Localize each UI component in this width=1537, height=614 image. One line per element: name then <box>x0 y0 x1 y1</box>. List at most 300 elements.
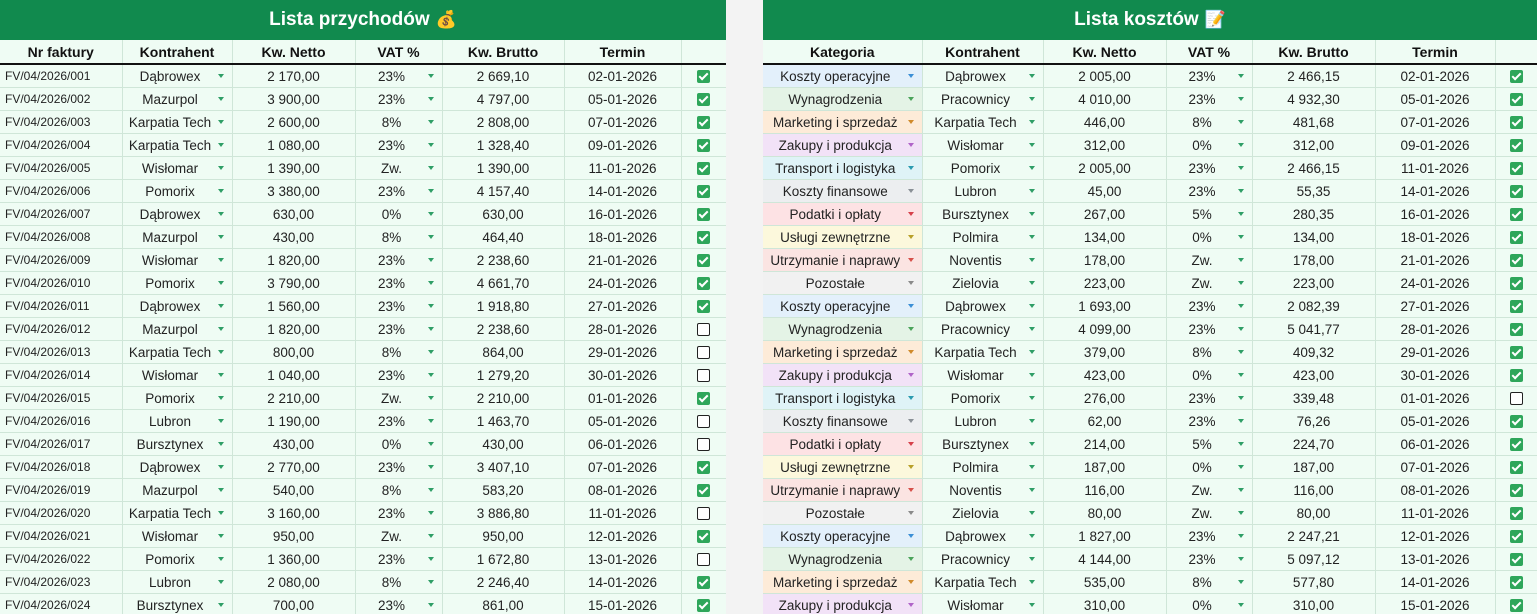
chevron-down-icon[interactable] <box>1029 511 1035 515</box>
due-date-cell[interactable]: 24-01-2026 <box>1375 272 1495 295</box>
paid-cell[interactable] <box>1495 203 1537 226</box>
chevron-down-icon[interactable] <box>218 488 224 492</box>
vat-cell-dropdown[interactable] <box>356 230 442 245</box>
chevron-down-icon[interactable] <box>1238 235 1244 239</box>
chevron-down-icon[interactable] <box>908 120 914 124</box>
contractor-cell-dropdown[interactable] <box>123 368 232 383</box>
vat-cell-dropdown[interactable] <box>1167 299 1252 314</box>
net-amount-cell[interactable]: 1 827,00 <box>1043 525 1166 548</box>
net-amount-cell[interactable]: 430,00 <box>232 226 355 249</box>
chevron-down-icon[interactable] <box>908 419 914 423</box>
header-kategoria[interactable]: Kategoria <box>763 40 922 64</box>
chevron-down-icon[interactable] <box>218 97 224 101</box>
paid-cell[interactable] <box>1495 111 1537 134</box>
chevron-down-icon[interactable] <box>908 212 914 216</box>
due-date-cell[interactable]: 29-01-2026 <box>564 341 681 364</box>
chevron-down-icon[interactable] <box>428 74 434 78</box>
vat-cell-dropdown[interactable] <box>356 506 442 521</box>
chevron-down-icon[interactable] <box>218 74 224 78</box>
net-amount-cell[interactable]: 214,00 <box>1043 433 1166 456</box>
vat-cell[interactable] <box>355 433 442 456</box>
net-amount-cell[interactable]: 1 080,00 <box>232 134 355 157</box>
gross-amount-cell[interactable]: 864,00 <box>442 341 564 364</box>
category-cell-dropdown[interactable] <box>763 552 922 567</box>
vat-cell-dropdown[interactable] <box>1167 506 1252 521</box>
chevron-down-icon[interactable] <box>1029 603 1035 607</box>
chevron-down-icon[interactable] <box>218 442 224 446</box>
category-cell[interactable] <box>763 364 922 387</box>
category-cell[interactable] <box>763 272 922 295</box>
chevron-down-icon[interactable] <box>218 235 224 239</box>
checkbox-checked-icon[interactable] <box>697 139 710 152</box>
contractor-cell-dropdown[interactable] <box>923 161 1043 176</box>
due-date-cell[interactable]: 02-01-2026 <box>564 64 681 88</box>
checkbox-checked-icon[interactable] <box>697 300 710 313</box>
checkbox-checked-icon[interactable] <box>1510 323 1523 336</box>
category-cell-dropdown[interactable] <box>763 92 922 107</box>
due-date-cell[interactable]: 30-01-2026 <box>1375 364 1495 387</box>
due-date-cell[interactable]: 06-01-2026 <box>1375 433 1495 456</box>
chevron-down-icon[interactable] <box>218 396 224 400</box>
net-amount-cell[interactable]: 267,00 <box>1043 203 1166 226</box>
category-cell-dropdown[interactable] <box>763 322 922 337</box>
chevron-down-icon[interactable] <box>1238 258 1244 262</box>
category-cell-dropdown[interactable] <box>763 529 922 544</box>
due-date-cell[interactable]: 21-01-2026 <box>1375 249 1495 272</box>
vat-cell-dropdown[interactable] <box>1167 483 1252 498</box>
contractor-cell[interactable] <box>122 571 232 594</box>
paid-cell[interactable] <box>1495 249 1537 272</box>
contractor-cell-dropdown[interactable] <box>923 414 1043 429</box>
invoice-number-cell[interactable]: FV/04/2026/015 <box>0 387 122 410</box>
paid-cell[interactable] <box>1495 433 1537 456</box>
contractor-cell[interactable] <box>122 318 232 341</box>
due-date-cell[interactable]: 14-01-2026 <box>1375 180 1495 203</box>
chevron-down-icon[interactable] <box>1238 212 1244 216</box>
gross-amount-cell[interactable]: 2 238,60 <box>442 249 564 272</box>
invoice-number-cell[interactable]: FV/04/2026/021 <box>0 525 122 548</box>
vat-cell-dropdown[interactable] <box>1167 69 1252 84</box>
contractor-cell-dropdown[interactable] <box>123 506 232 521</box>
vat-cell-dropdown[interactable] <box>1167 161 1252 176</box>
invoice-number-cell[interactable]: FV/04/2026/010 <box>0 272 122 295</box>
gross-amount-cell[interactable]: 861,00 <box>442 594 564 614</box>
contractor-cell-dropdown[interactable] <box>923 345 1043 360</box>
net-amount-cell[interactable]: 430,00 <box>232 433 355 456</box>
header-kontrahent[interactable]: Kontrahent <box>922 40 1043 64</box>
chevron-down-icon[interactable] <box>1238 350 1244 354</box>
category-cell[interactable] <box>763 249 922 272</box>
contractor-cell-dropdown[interactable] <box>123 69 232 84</box>
chevron-down-icon[interactable] <box>428 327 434 331</box>
chevron-down-icon[interactable] <box>1029 166 1035 170</box>
net-amount-cell[interactable]: 312,00 <box>1043 134 1166 157</box>
chevron-down-icon[interactable] <box>1238 304 1244 308</box>
invoice-number-cell[interactable]: FV/04/2026/018 <box>0 456 122 479</box>
contractor-cell-dropdown[interactable] <box>923 184 1043 199</box>
contractor-cell[interactable] <box>122 410 232 433</box>
chevron-down-icon[interactable] <box>908 350 914 354</box>
chevron-down-icon[interactable] <box>908 442 914 446</box>
checkbox-checked-icon[interactable] <box>1510 116 1523 129</box>
vat-cell[interactable] <box>355 410 442 433</box>
chevron-down-icon[interactable] <box>1029 189 1035 193</box>
due-date-cell[interactable]: 09-01-2026 <box>1375 134 1495 157</box>
vat-cell-dropdown[interactable] <box>1167 552 1252 567</box>
contractor-cell[interactable] <box>922 272 1043 295</box>
due-date-cell[interactable]: 07-01-2026 <box>564 111 681 134</box>
category-cell-dropdown[interactable] <box>763 437 922 452</box>
paid-cell[interactable] <box>1495 479 1537 502</box>
category-cell[interactable] <box>763 64 922 88</box>
net-amount-cell[interactable]: 1 820,00 <box>232 249 355 272</box>
chevron-down-icon[interactable] <box>1238 166 1244 170</box>
chevron-down-icon[interactable] <box>908 166 914 170</box>
checkbox-unchecked-icon[interactable] <box>697 369 710 382</box>
chevron-down-icon[interactable] <box>1029 350 1035 354</box>
checkbox-checked-icon[interactable] <box>1510 576 1523 589</box>
due-date-cell[interactable]: 12-01-2026 <box>564 525 681 548</box>
checkbox-checked-icon[interactable] <box>1510 208 1523 221</box>
vat-cell[interactable] <box>355 479 442 502</box>
category-cell[interactable] <box>763 226 922 249</box>
paid-cell[interactable] <box>1495 456 1537 479</box>
chevron-down-icon[interactable] <box>908 143 914 147</box>
contractor-cell[interactable] <box>922 387 1043 410</box>
checkbox-checked-icon[interactable] <box>697 208 710 221</box>
chevron-down-icon[interactable] <box>428 350 434 354</box>
header-vat[interactable]: VAT % <box>1166 40 1252 64</box>
checkbox-checked-icon[interactable] <box>1510 277 1523 290</box>
paid-cell[interactable] <box>1495 502 1537 525</box>
paid-cell[interactable] <box>1495 88 1537 111</box>
chevron-down-icon[interactable] <box>428 304 434 308</box>
vat-cell[interactable] <box>1166 456 1252 479</box>
due-date-cell[interactable]: 07-01-2026 <box>1375 111 1495 134</box>
invoice-number-cell[interactable]: FV/04/2026/020 <box>0 502 122 525</box>
paid-cell[interactable] <box>681 479 726 502</box>
chevron-down-icon[interactable] <box>1238 488 1244 492</box>
chevron-down-icon[interactable] <box>218 120 224 124</box>
category-cell[interactable] <box>763 318 922 341</box>
category-cell[interactable] <box>763 594 922 614</box>
contractor-cell-dropdown[interactable] <box>123 138 232 153</box>
header-paid[interactable] <box>681 40 726 64</box>
vat-cell-dropdown[interactable] <box>356 575 442 590</box>
chevron-down-icon[interactable] <box>218 534 224 538</box>
checkbox-checked-icon[interactable] <box>697 254 710 267</box>
chevron-down-icon[interactable] <box>1029 465 1035 469</box>
paid-cell[interactable] <box>681 226 726 249</box>
vat-cell[interactable] <box>355 157 442 180</box>
net-amount-cell[interactable]: 116,00 <box>1043 479 1166 502</box>
contractor-cell[interactable] <box>122 525 232 548</box>
net-amount-cell[interactable]: 3 380,00 <box>232 180 355 203</box>
vat-cell[interactable] <box>355 502 442 525</box>
chevron-down-icon[interactable] <box>908 235 914 239</box>
net-amount-cell[interactable]: 1 820,00 <box>232 318 355 341</box>
vat-cell[interactable] <box>355 134 442 157</box>
gross-amount-cell[interactable]: 481,68 <box>1252 111 1375 134</box>
due-date-cell[interactable]: 14-01-2026 <box>564 571 681 594</box>
category-cell-dropdown[interactable] <box>763 506 922 521</box>
gross-amount-cell[interactable]: 1 279,20 <box>442 364 564 387</box>
paid-cell[interactable] <box>1495 387 1537 410</box>
category-cell-dropdown[interactable] <box>763 368 922 383</box>
vat-cell[interactable] <box>355 456 442 479</box>
category-cell-dropdown[interactable] <box>763 414 922 429</box>
chevron-down-icon[interactable] <box>1029 327 1035 331</box>
checkbox-checked-icon[interactable] <box>1510 139 1523 152</box>
contractor-cell-dropdown[interactable] <box>923 437 1043 452</box>
chevron-down-icon[interactable] <box>908 557 914 561</box>
gross-amount-cell[interactable]: 2 247,21 <box>1252 525 1375 548</box>
contractor-cell[interactable] <box>122 364 232 387</box>
contractor-cell[interactable] <box>922 410 1043 433</box>
chevron-down-icon[interactable] <box>1238 534 1244 538</box>
checkbox-checked-icon[interactable] <box>1510 231 1523 244</box>
chevron-down-icon[interactable] <box>218 419 224 423</box>
chevron-down-icon[interactable] <box>908 258 914 262</box>
checkbox-checked-icon[interactable] <box>1510 70 1523 83</box>
net-amount-cell[interactable]: 1 190,00 <box>232 410 355 433</box>
chevron-down-icon[interactable] <box>428 212 434 216</box>
vat-cell[interactable] <box>1166 364 1252 387</box>
due-date-cell[interactable]: 28-01-2026 <box>564 318 681 341</box>
contractor-cell-dropdown[interactable] <box>923 253 1043 268</box>
gross-amount-cell[interactable]: 2 238,60 <box>442 318 564 341</box>
vat-cell-dropdown[interactable] <box>1167 437 1252 452</box>
due-date-cell[interactable]: 01-01-2026 <box>1375 387 1495 410</box>
gross-amount-cell[interactable]: 630,00 <box>442 203 564 226</box>
chevron-down-icon[interactable] <box>218 166 224 170</box>
vat-cell[interactable] <box>1166 594 1252 614</box>
contractor-cell-dropdown[interactable] <box>123 115 232 130</box>
chevron-down-icon[interactable] <box>1238 419 1244 423</box>
vat-cell-dropdown[interactable] <box>356 552 442 567</box>
due-date-cell[interactable]: 13-01-2026 <box>564 548 681 571</box>
invoice-number-cell[interactable]: FV/04/2026/007 <box>0 203 122 226</box>
due-date-cell[interactable]: 05-01-2026 <box>564 410 681 433</box>
chevron-down-icon[interactable] <box>1029 488 1035 492</box>
chevron-down-icon[interactable] <box>218 258 224 262</box>
chevron-down-icon[interactable] <box>1029 580 1035 584</box>
vat-cell-dropdown[interactable] <box>356 598 442 613</box>
gross-amount-cell[interactable]: 1 328,40 <box>442 134 564 157</box>
contractor-cell[interactable] <box>122 226 232 249</box>
invoice-number-cell[interactable]: FV/04/2026/003 <box>0 111 122 134</box>
chevron-down-icon[interactable] <box>908 396 914 400</box>
checkbox-checked-icon[interactable] <box>697 185 710 198</box>
vat-cell[interactable] <box>355 548 442 571</box>
chevron-down-icon[interactable] <box>1238 442 1244 446</box>
vat-cell-dropdown[interactable] <box>1167 575 1252 590</box>
vat-cell[interactable] <box>355 364 442 387</box>
chevron-down-icon[interactable] <box>1238 511 1244 515</box>
checkbox-checked-icon[interactable] <box>1510 254 1523 267</box>
due-date-cell[interactable]: 16-01-2026 <box>1375 203 1495 226</box>
vat-cell-dropdown[interactable] <box>1167 391 1252 406</box>
due-date-cell[interactable]: 30-01-2026 <box>564 364 681 387</box>
invoice-number-cell[interactable]: FV/04/2026/016 <box>0 410 122 433</box>
chevron-down-icon[interactable] <box>908 373 914 377</box>
due-date-cell[interactable]: 11-01-2026 <box>1375 502 1495 525</box>
contractor-cell-dropdown[interactable] <box>123 345 232 360</box>
contractor-cell[interactable] <box>922 341 1043 364</box>
contractor-cell-dropdown[interactable] <box>123 92 232 107</box>
chevron-down-icon[interactable] <box>908 534 914 538</box>
vat-cell[interactable] <box>1166 295 1252 318</box>
contractor-cell-dropdown[interactable] <box>923 506 1043 521</box>
gross-amount-cell[interactable]: 310,00 <box>1252 594 1375 614</box>
chevron-down-icon[interactable] <box>1238 189 1244 193</box>
due-date-cell[interactable]: 13-01-2026 <box>1375 548 1495 571</box>
paid-cell[interactable] <box>1495 295 1537 318</box>
vat-cell-dropdown[interactable] <box>356 69 442 84</box>
invoice-number-cell[interactable]: FV/04/2026/008 <box>0 226 122 249</box>
vat-cell-dropdown[interactable] <box>1167 184 1252 199</box>
category-cell-dropdown[interactable] <box>763 391 922 406</box>
checkbox-checked-icon[interactable] <box>697 116 710 129</box>
category-cell[interactable] <box>763 295 922 318</box>
vat-cell[interactable] <box>355 249 442 272</box>
paid-cell[interactable] <box>681 594 726 614</box>
chevron-down-icon[interactable] <box>908 465 914 469</box>
category-cell[interactable] <box>763 134 922 157</box>
net-amount-cell[interactable]: 4 099,00 <box>1043 318 1166 341</box>
category-cell[interactable] <box>763 157 922 180</box>
gross-amount-cell[interactable]: 5 041,77 <box>1252 318 1375 341</box>
chevron-down-icon[interactable] <box>908 304 914 308</box>
chevron-down-icon[interactable] <box>1029 534 1035 538</box>
paid-cell[interactable] <box>681 157 726 180</box>
category-cell-dropdown[interactable] <box>763 299 922 314</box>
gross-amount-cell[interactable]: 76,26 <box>1252 410 1375 433</box>
checkbox-checked-icon[interactable] <box>697 277 710 290</box>
vat-cell-dropdown[interactable] <box>356 322 442 337</box>
gross-amount-cell[interactable]: 2 082,39 <box>1252 295 1375 318</box>
category-cell[interactable] <box>763 571 922 594</box>
net-amount-cell[interactable]: 80,00 <box>1043 502 1166 525</box>
contractor-cell-dropdown[interactable] <box>123 529 232 544</box>
due-date-cell[interactable]: 14-01-2026 <box>1375 571 1495 594</box>
due-date-cell[interactable]: 07-01-2026 <box>1375 456 1495 479</box>
gross-amount-cell[interactable]: 55,35 <box>1252 180 1375 203</box>
contractor-cell-dropdown[interactable] <box>923 138 1043 153</box>
net-amount-cell[interactable]: 4 010,00 <box>1043 88 1166 111</box>
chevron-down-icon[interactable] <box>1238 557 1244 561</box>
net-amount-cell[interactable]: 2 170,00 <box>232 64 355 88</box>
contractor-cell-dropdown[interactable] <box>123 230 232 245</box>
checkbox-checked-icon[interactable] <box>697 530 710 543</box>
category-cell[interactable] <box>763 525 922 548</box>
chevron-down-icon[interactable] <box>1029 419 1035 423</box>
chevron-down-icon[interactable] <box>428 281 434 285</box>
contractor-cell[interactable] <box>922 571 1043 594</box>
contractor-cell[interactable] <box>122 203 232 226</box>
paid-cell[interactable] <box>1495 318 1537 341</box>
chevron-down-icon[interactable] <box>1029 373 1035 377</box>
contractor-cell[interactable] <box>122 272 232 295</box>
vat-cell-dropdown[interactable] <box>1167 345 1252 360</box>
invoice-number-cell[interactable]: FV/04/2026/001 <box>0 64 122 88</box>
checkbox-checked-icon[interactable] <box>697 576 710 589</box>
gross-amount-cell[interactable]: 577,80 <box>1252 571 1375 594</box>
paid-cell[interactable] <box>681 387 726 410</box>
vat-cell[interactable] <box>1166 318 1252 341</box>
contractor-cell-dropdown[interactable] <box>923 230 1043 245</box>
paid-cell[interactable] <box>1495 180 1537 203</box>
due-date-cell[interactable]: 11-01-2026 <box>564 502 681 525</box>
category-cell-dropdown[interactable] <box>763 184 922 199</box>
contractor-cell[interactable] <box>922 479 1043 502</box>
contractor-cell[interactable] <box>922 548 1043 571</box>
gross-amount-cell[interactable]: 950,00 <box>442 525 564 548</box>
category-cell-dropdown[interactable] <box>763 161 922 176</box>
vat-cell-dropdown[interactable] <box>1167 529 1252 544</box>
invoice-number-cell[interactable]: FV/04/2026/012 <box>0 318 122 341</box>
gross-amount-cell[interactable]: 4 157,40 <box>442 180 564 203</box>
vat-cell-dropdown[interactable] <box>1167 460 1252 475</box>
paid-cell[interactable] <box>1495 272 1537 295</box>
vat-cell-dropdown[interactable] <box>1167 322 1252 337</box>
vat-cell[interactable] <box>355 180 442 203</box>
contractor-cell-dropdown[interactable] <box>123 253 232 268</box>
contractor-cell-dropdown[interactable] <box>923 552 1043 567</box>
gross-amount-cell[interactable]: 409,32 <box>1252 341 1375 364</box>
header-kw-brutto[interactable]: Kw. Brutto <box>442 40 564 64</box>
chevron-down-icon[interactable] <box>218 557 224 561</box>
chevron-down-icon[interactable] <box>1238 120 1244 124</box>
paid-cell[interactable] <box>1495 64 1537 88</box>
contractor-cell-dropdown[interactable] <box>923 529 1043 544</box>
chevron-down-icon[interactable] <box>1029 304 1035 308</box>
contractor-cell[interactable] <box>922 502 1043 525</box>
vat-cell[interactable] <box>355 571 442 594</box>
due-date-cell[interactable]: 08-01-2026 <box>1375 479 1495 502</box>
invoice-number-cell[interactable]: FV/04/2026/014 <box>0 364 122 387</box>
checkbox-checked-icon[interactable] <box>1510 346 1523 359</box>
due-date-cell[interactable]: 05-01-2026 <box>1375 410 1495 433</box>
net-amount-cell[interactable]: 379,00 <box>1043 341 1166 364</box>
header-nr-faktury[interactable]: Nr faktury <box>0 40 122 64</box>
header-vat[interactable]: VAT % <box>355 40 442 64</box>
category-cell[interactable] <box>763 341 922 364</box>
contractor-cell[interactable] <box>922 318 1043 341</box>
contractor-cell[interactable] <box>122 502 232 525</box>
due-date-cell[interactable]: 08-01-2026 <box>564 479 681 502</box>
due-date-cell[interactable]: 15-01-2026 <box>564 594 681 614</box>
contractor-cell[interactable] <box>922 295 1043 318</box>
checkbox-checked-icon[interactable] <box>697 599 710 612</box>
checkbox-checked-icon[interactable] <box>1510 93 1523 106</box>
chevron-down-icon[interactable] <box>428 419 434 423</box>
net-amount-cell[interactable]: 3 790,00 <box>232 272 355 295</box>
due-date-cell[interactable]: 18-01-2026 <box>564 226 681 249</box>
header-kw-netto[interactable]: Kw. Netto <box>1043 40 1166 64</box>
contractor-cell-dropdown[interactable] <box>923 299 1043 314</box>
vat-cell[interactable] <box>1166 387 1252 410</box>
checkbox-unchecked-icon[interactable] <box>1510 392 1523 405</box>
vat-cell-dropdown[interactable] <box>356 299 442 314</box>
vat-cell[interactable] <box>355 226 442 249</box>
contractor-cell-dropdown[interactable] <box>123 391 232 406</box>
due-date-cell[interactable]: 06-01-2026 <box>564 433 681 456</box>
contractor-cell[interactable] <box>922 525 1043 548</box>
category-cell[interactable] <box>763 479 922 502</box>
paid-cell[interactable] <box>681 456 726 479</box>
due-date-cell[interactable]: 01-01-2026 <box>564 387 681 410</box>
